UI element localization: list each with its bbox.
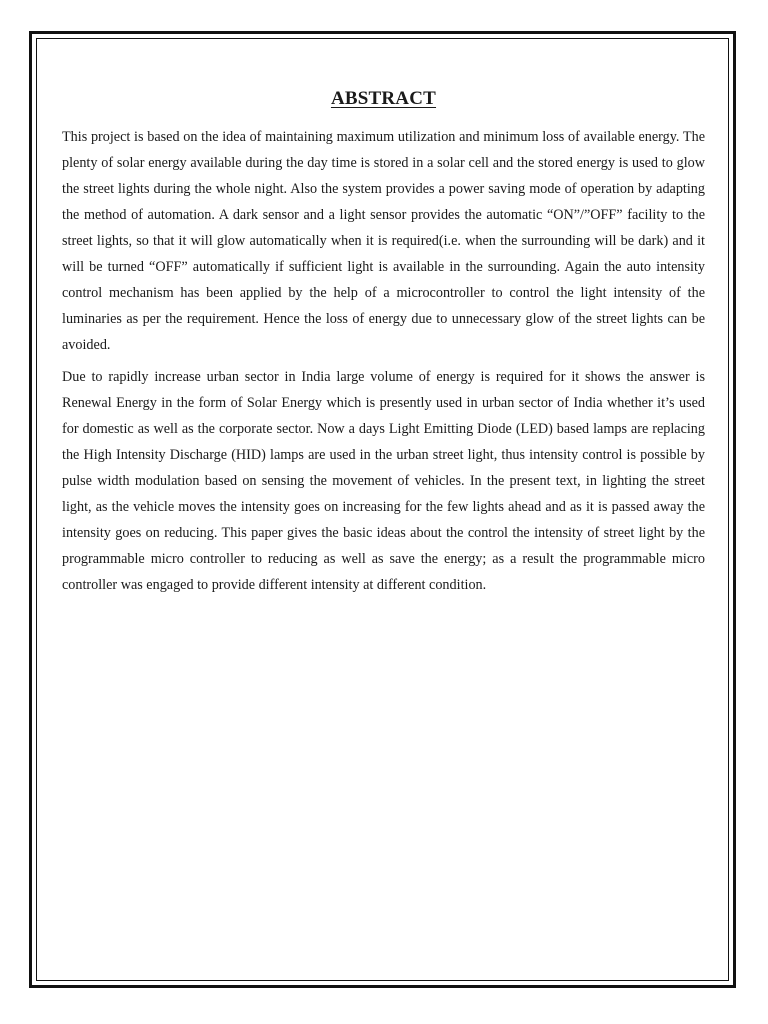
abstract-paragraph-2: Due to rapidly increase urban sector in India large volume of energy is required for it shows the answer is Renewal Energy in the form of Solar Energy which is presently used in urban sector of India whether it’s used for domestic as well as the corporate sector. Now a days Light Emitting Diode (LED) based lamps are replacing the High Intensity Discharge (HID) lamps are used in the urban street light, thus intensity control is possible by pulse width modulation based on sensing the movement of vehicles. In the present text, in lighting the street light, as the vehicle moves the intensity goes on increasing for the few lights ahead and as it is passed away the intensity goes on reducing. This paper gives the basic ideas about the control the intensity of street light by the programmable micro controller to reducing as well as save the energy; as a result the programmable micro controller was engaged to provide different intensity at different condition. (62, 369, 705, 593)
document-body (62, 88, 705, 604)
abstract-paragraph-1: This project is based on the idea of maintaining maximum utilization and minimum loss of available energy. The plenty of solar energy available during the day time is stored in a solar cell and the stored energy is used to glow the street lights during the whole night. Also the system provides a power saving mode of operation by adapting the method of automation. A dark sensor and a light sensor provides the automatic “ON”/”OFF” facility to the street lights, so that it will glow automatically when it is required(i.e. when the surrounding will be dark) and it will be turned “OFF” automatically if sufficient light is available in the surrounding. Again the auto intensity control mechanism has been applied by the help of a microcontroller to control the light intensity of the luminaries as per the requirement. Hence the loss of energy due to unnecessary glow of the street lights can be avoided. (62, 129, 705, 353)
document-title: ABSTRACT (330, 88, 437, 109)
